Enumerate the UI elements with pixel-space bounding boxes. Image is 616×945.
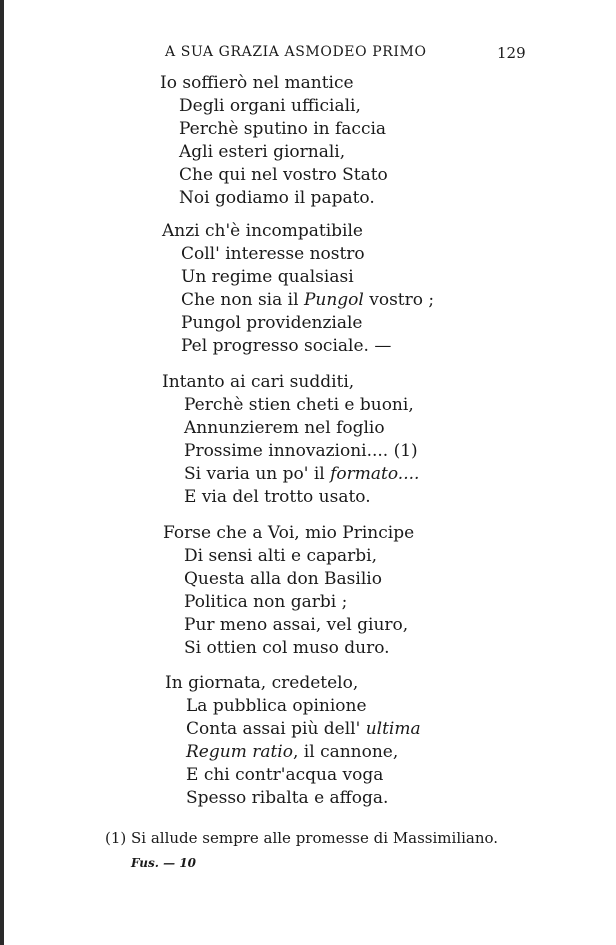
- verse-line: Degli organi ufficiali,: [179, 96, 361, 116]
- verse-line: Agli esteri giornali,: [179, 142, 346, 162]
- verse-fragment: Conta assai più dell': [186, 719, 366, 739]
- verse-line: Si ottien col muso duro.: [184, 638, 390, 658]
- verse-line: Noi godiamo il papato.: [179, 188, 375, 208]
- verse-line: Un regime qualsiasi: [181, 267, 354, 287]
- verse-fragment: , il cannone,: [292, 742, 399, 762]
- running-title: A SUA GRAZIA ASMODEO PRIMO: [165, 44, 427, 60]
- verse-fragment: vostro ;: [363, 290, 435, 310]
- verse-line: Pungol providenziale: [181, 313, 363, 333]
- verse-line: Intanto ai cari sudditi,: [162, 372, 355, 392]
- verse-line-with-italic: [186, 718, 421, 740]
- footnote: (1) Si allude sempre alle promesse di Massimiliano.: [105, 829, 499, 847]
- verse-line: Annunzierem nel foglio: [184, 418, 385, 438]
- verse-line: Di sensi alti e caparbi,: [184, 546, 378, 566]
- verse-fragment: Si varia un po' il: [184, 464, 331, 484]
- verse-line: Pur meno assai, vel giuro,: [184, 615, 409, 635]
- verse-line: E via del trotto usato.: [184, 487, 371, 507]
- verse-line: Perchè stien cheti e buoni,: [184, 395, 414, 415]
- verse-line-with-italic: [186, 741, 398, 763]
- verse-line: Perchè sputino in faccia: [179, 119, 387, 139]
- verse-fragment: Che non sia il: [181, 290, 304, 310]
- verse-line: Prossime innovazioni.... (1): [184, 441, 418, 461]
- verse-line: In giornata, credetelo,: [165, 673, 359, 693]
- italic-word: Pungol: [303, 290, 364, 310]
- verse-line: Coll' interesse nostro: [181, 244, 365, 264]
- verse-line: La pubblica opinione: [186, 696, 367, 716]
- verse-line: Anzi ch'è incompatibile: [162, 221, 363, 241]
- italic-word: ultima: [365, 719, 421, 739]
- verse-line: Spesso ribalta e affoga.: [186, 788, 389, 808]
- verse-line: Pel progresso sociale. —: [181, 336, 392, 356]
- verse-line-with-italic: [181, 289, 434, 311]
- verse-line: Questa alla don Basilio: [184, 569, 382, 589]
- italic-word: formato....: [330, 464, 420, 484]
- verse-line-with-italic: [184, 463, 419, 485]
- verse-line: Forse che a Voi, mio Principe: [163, 523, 415, 543]
- verse-line: Politica non garbi ;: [184, 592, 348, 612]
- verse-line: Che qui nel vostro Stato: [179, 165, 388, 185]
- printer-signature: Fus. — 10: [131, 856, 197, 870]
- page-number: 129: [497, 44, 526, 62]
- italic-phrase: Regum ratio: [186, 742, 293, 762]
- verse-line: E chi contr'acqua voga: [186, 765, 384, 785]
- verse-line: Io soffierò nel mantice: [160, 73, 354, 93]
